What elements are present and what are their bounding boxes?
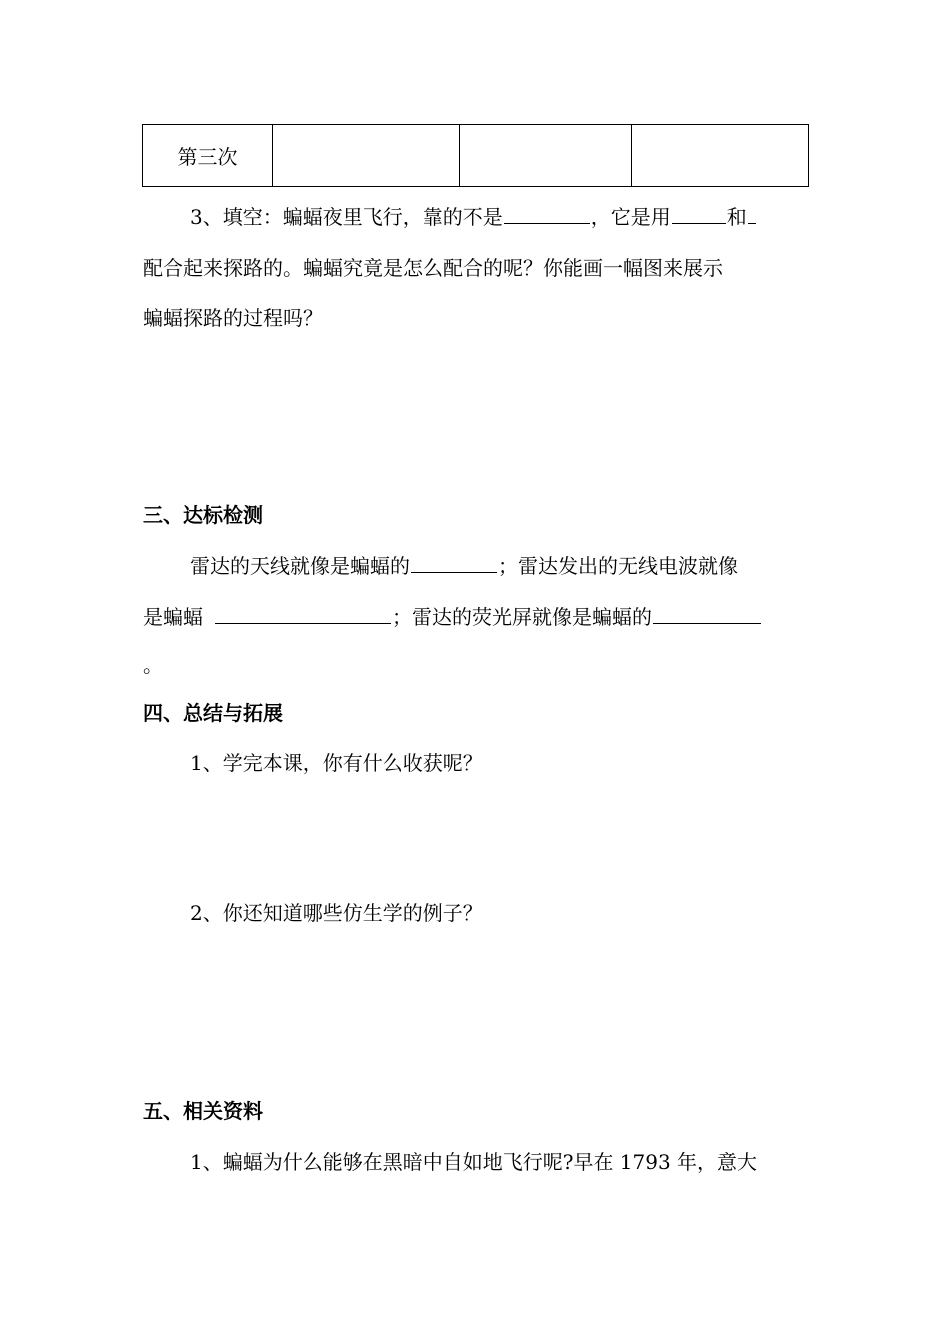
s3-text: 雷达的天线就像是蝙蝠的 (190, 554, 410, 578)
fill-blank[interactable] (748, 205, 756, 224)
q3-line1 (190, 205, 757, 227)
s3-text: ；雷达发出的无线电波就像 (498, 554, 738, 578)
section-title: 五、相关资料 (143, 1099, 263, 1123)
table-cell[interactable] (273, 125, 460, 187)
s5-p1: 1、蝙蝠为什么能够在黑暗中自如地飞行呢?早在 1793 年，意大 (190, 1150, 758, 1174)
fill-blank[interactable] (215, 605, 391, 624)
fill-blank[interactable] (411, 554, 497, 573)
fill-blank[interactable] (653, 605, 761, 624)
q3-prefix: 3、填空：蝙蝠夜里飞行，靠的不是 (190, 205, 503, 229)
table-cell[interactable] (632, 125, 809, 187)
table-row (143, 125, 809, 187)
row-label: 第三次 (143, 125, 273, 187)
s4-q2: 2、你还知道哪些仿生学的例子？ (190, 901, 483, 925)
table-cell[interactable] (460, 125, 632, 187)
s3-text: ；雷达的荧光屏就像是蝙蝠的 (392, 605, 652, 629)
q3-mid: ，它是用 (590, 205, 671, 229)
section-title: 三、达标检测 (143, 503, 263, 527)
s3-line1 (190, 554, 738, 576)
s3-line3: 。 (143, 653, 163, 677)
q3-line3: 蝙蝠探路的过程吗？ (143, 306, 323, 330)
section-title: 四、总结与拓展 (143, 701, 283, 725)
q3-and: 和 (726, 205, 747, 229)
fill-blank[interactable] (504, 205, 590, 224)
record-table (142, 124, 809, 187)
s3-line2 (143, 605, 762, 627)
fill-blank[interactable] (672, 205, 726, 224)
s3-text: 是蝙蝠 (143, 605, 203, 629)
s4-q1: 1、学完本课，你有什么收获呢？ (190, 751, 483, 775)
q3-line2: 配合起来探路的。蝙蝠究竟是怎么配合的呢？你能画一幅图来展示 (143, 256, 723, 280)
